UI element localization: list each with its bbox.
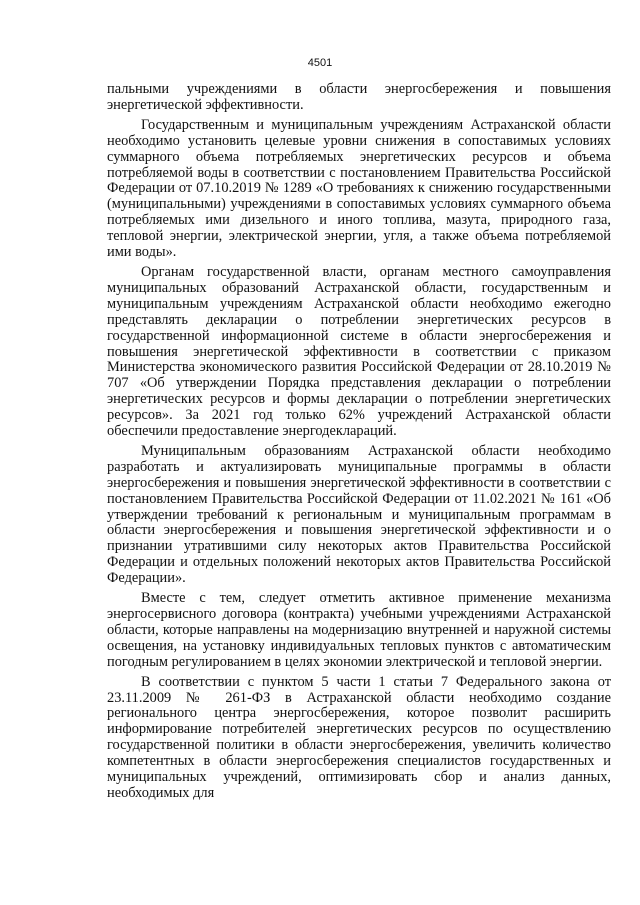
- paragraph-energy-declarations: Органам государственной власти, органам местного самоуправления муниципальных образований Астраханской области, государственным и муниципальным учреждениям Астраханской области необходимо ежегодно представлять декларации о потреблении энергетических ресурсов в государственной информационной системе в области энергосбережения и повышения энергетической эффективности в соответствии с приказом Министерства экономического развития Российской Федерации от 28.10.2019 № 707 «Об утверждении Порядка представления декларации о потреблении энергетических ресурсов и формы декларации о потреблении энергетических ресурсов». За 2021 год только 62% учреждений Астраханской области обеспечили предоставление энергодеклараций.: [107, 263, 611, 440]
- paragraph-regional-center: В соответствии с пунктом 5 части 1 статьи 7 Федерального закона от 23.11.2009 № 261-ФЗ в Астраханской области необходимо создание регионального центра энергосбережения, которое позволит расширить информирование потребителей энергетических ресурсов по осуществлению государственной политики в области энергосбережения, увеличить количество компетентных в области энергосбережения специалистов государственных и муниципальных учреждений, оптимизировать сбор и анализ данных, необходимых для: [107, 673, 611, 801]
- page-number: 4501: [307, 57, 333, 69]
- paragraph-target-levels: Государственным и муниципальным учреждениям Астраханской области необходимо установить целевые уровни снижения в сопоставимых условиях суммарного объема потребляемых энергетических ресурсов и объема потребляемой воды в соответствии с постановлением Правительства Российской Федерации от 07.10.2019 № 1289 «О требованиях к снижению государственными (муниципальными) учреждениями в сопоставимых условиях суммарного объема потребляемых ими дизельного и иного топлива, мазута, природного газа, тепловой энергии, электрической энергии, угля, а также объема потребляемой ими воды».: [107, 116, 611, 261]
- paragraph-continued: пальными учреждениями в области энергосбережения и повышения энергетической эффективности.: [107, 81, 611, 113]
- paragraph-energy-service-contracts: Вместе с тем, следует отметить активное применение механизма энергосервисного договора (контракта) учебными учреждениями Астраханской области, которые направлены на модернизацию внутренней и наружной системы освещения, на установку индивидуальных тепловых пунктов с автоматическим погодным регулированием в целях экономии электрической и тепловой энергии.: [107, 590, 611, 670]
- document-body: [107, 82, 611, 806]
- paragraph-municipal-programs: Муниципальным образованиям Астраханской области необходимо разработать и актуализировать муниципальные программы в области энергосбережения и повышения энергетической эффективности в соответствии с постановлением Правительства Российской Федерации от 11.02.2021 № 161 «Об утверждении требований к региональным и муниципальным программам в области энергосбережения и повышения энергетической эффективности и о признании утратившими силу некоторых актов Правительства Российской Федерации и отдельных положений некоторых актов Правительства Российской Федерации».: [107, 442, 611, 587]
